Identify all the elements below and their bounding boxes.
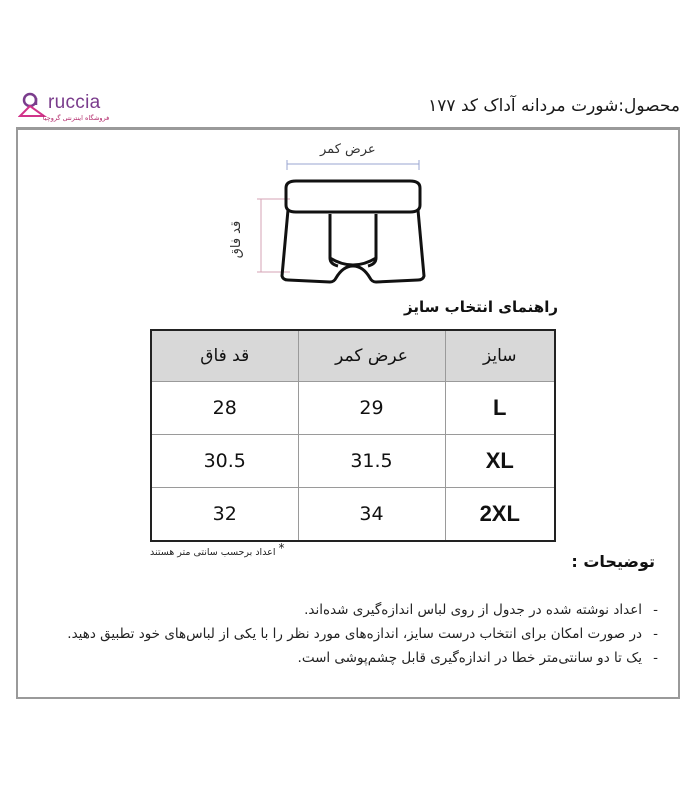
list-item: - در صورت امکان برای انتخاب درست سایز، اندازه‌های مورد نظر را با یکی از لباس‌های خود تطبیق دهید.	[67, 622, 660, 646]
waist-label: عرض کمر	[320, 142, 376, 157]
table-header-row	[151, 330, 555, 382]
waist-cell: 34	[298, 488, 445, 542]
size-table	[150, 329, 556, 542]
footnote-text: اعداد برحسب سانتی متر هستند	[150, 547, 276, 558]
logo-subtext: فروشگاه اینترنتی گروچیا	[42, 114, 110, 122]
notes-list	[67, 598, 660, 670]
size-cell: L	[445, 382, 555, 435]
header-waist: عرض کمر	[298, 330, 445, 382]
size-cell: XL	[445, 435, 555, 488]
header-size: سایز	[445, 330, 555, 382]
waist-cell: 29	[298, 382, 445, 435]
rise-cell: 32	[151, 488, 298, 542]
waist-cell: 31.5	[298, 435, 445, 488]
table-row	[151, 382, 555, 435]
rise-label: قد فاق	[229, 220, 245, 259]
header-rise: قد فاق	[151, 330, 298, 382]
list-item: - اعداد نوشته شده در جدول از روی لباس اندازه‌گیری شده‌اند.	[67, 598, 660, 622]
footnote-star: *	[278, 541, 285, 555]
product-title: محصول:شورت مردانه آداک کد ۱۷۷	[428, 96, 680, 116]
size-cell: 2XL	[445, 488, 555, 542]
table-row	[151, 488, 555, 542]
logo-wordmark: ruccia	[48, 92, 101, 113]
notes-title: توضیحات :	[571, 552, 655, 571]
units-footnote	[150, 541, 285, 558]
brand-logo	[18, 92, 136, 128]
table-row	[151, 435, 555, 488]
rise-cell: 30.5	[151, 435, 298, 488]
rise-cell: 28	[151, 382, 298, 435]
size-guide-title: راهنمای انتخاب سایز	[404, 298, 558, 316]
list-item: - یک تا دو سانتی‌متر خطا در اندازه‌گیری قابل چشم‌پوشی است.	[67, 646, 660, 670]
